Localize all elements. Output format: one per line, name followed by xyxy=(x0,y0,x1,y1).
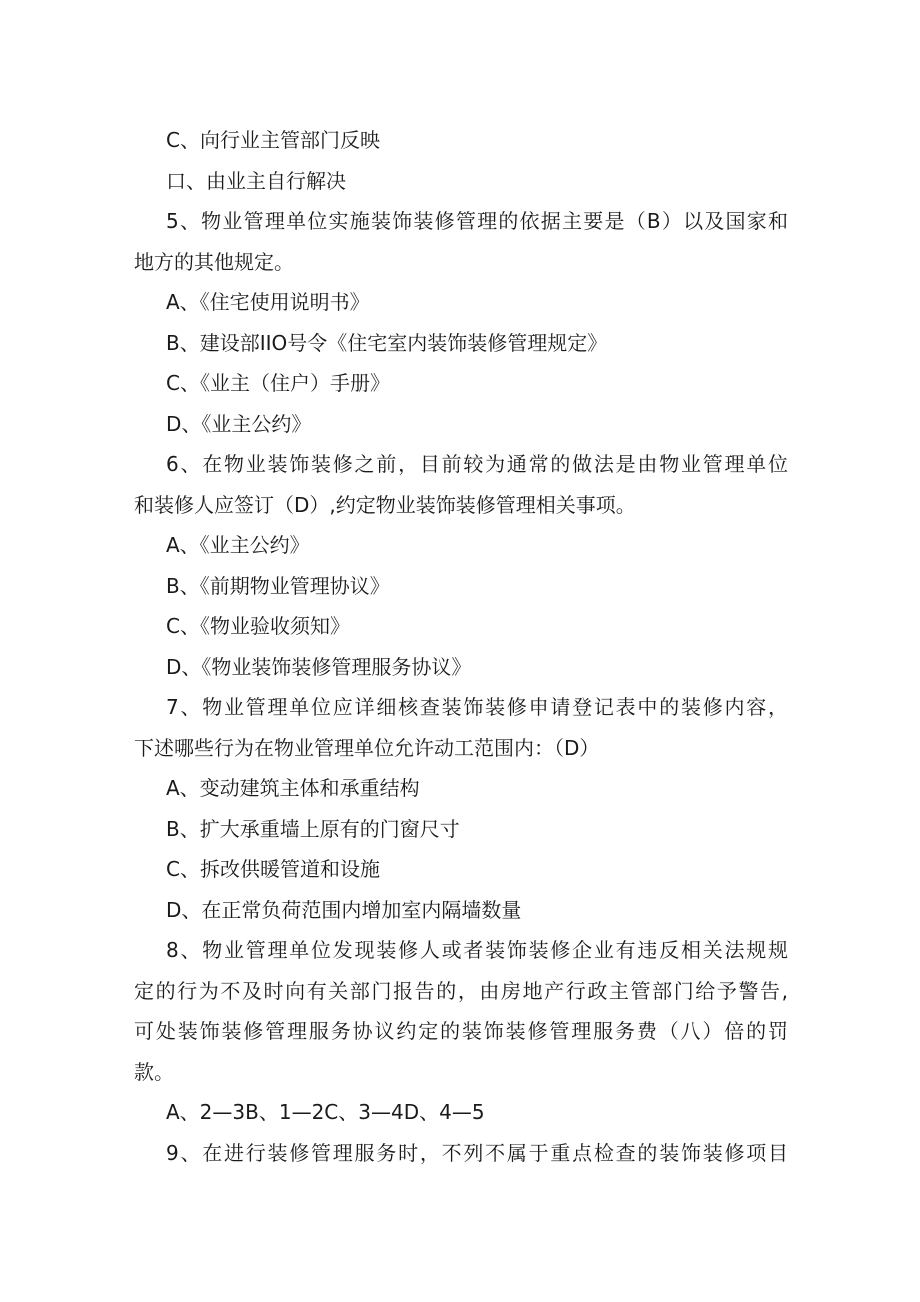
option-c-q5: C、《业主（住户）手册》 xyxy=(166,371,390,395)
question-5-line-1: 5、物业管理单位实施装饰装修管理的依据主要是（B）以及国家和 xyxy=(166,209,788,233)
option-b-q7: B、扩大承重墙上原有的门窗尺寸 xyxy=(166,817,460,841)
question-6-line-1: 6、在物业装饰装修之前，目前较为通常的做法是由物业管理单位 xyxy=(166,452,788,476)
option-d-q4: 口、由业主自行解决 xyxy=(166,169,346,193)
option-d-q7: D、在正常负荷范围内增加室内隔墙数量 xyxy=(166,898,522,922)
question-8-line-2: 定的行为不及时向有关部门报告的，由房地产行政主管部门给予警告, xyxy=(134,979,788,1003)
option-a-q5: A、《住宅使用说明书》 xyxy=(166,290,370,314)
question-9-line-1: 9、在进行装修管理服务时，不列不属于重点检查的装饰装修项目 xyxy=(166,1141,788,1165)
question-7-line-1: 7、物业管理单位应详细核查装饰装修申请登记表中的装修内容， xyxy=(166,695,788,719)
option-a-q6: A、《业主公约》 xyxy=(166,533,310,557)
option-a-q7: A、变动建筑主体和承重结构 xyxy=(166,776,420,800)
option-c-q4: C、向行业主管部门反映 xyxy=(166,128,380,152)
option-b-q5: B、建设部IIO号令《住宅室内装饰装修管理规定》 xyxy=(166,331,608,355)
question-5-line-2: 地方的其他规定。 xyxy=(134,250,294,274)
option-b-q6: B、《前期物业管理协议》 xyxy=(166,574,390,598)
question-8-line-1: 8、物业管理单位发现装修人或者装饰装修企业有违反相关法规规 xyxy=(166,938,788,962)
question-6-line-2: 和装修人应签订（D）,约定物业装饰装修管理相关事项。 xyxy=(134,493,636,517)
option-c-q6: C、《物业验收须知》 xyxy=(166,614,350,638)
question-8-line-3: 可处装饰装修管理服务协议约定的装饰装修管理服务费（八）倍的罚 xyxy=(134,1019,788,1043)
option-c-q7: C、拆改供暖管道和设施 xyxy=(166,857,380,881)
question-7-line-2: 下述哪些行为在物业管理单位允许动工范围内：（D） xyxy=(134,736,600,760)
options-q8: A、2—3B、1—2C、3—4D、4—5 xyxy=(166,1100,485,1124)
question-8-line-4: 款。 xyxy=(134,1060,174,1084)
option-d-q5: D、《业主公约》 xyxy=(166,412,312,436)
option-d-q6: D、《物业装饰装修管理服务协议》 xyxy=(166,655,472,679)
